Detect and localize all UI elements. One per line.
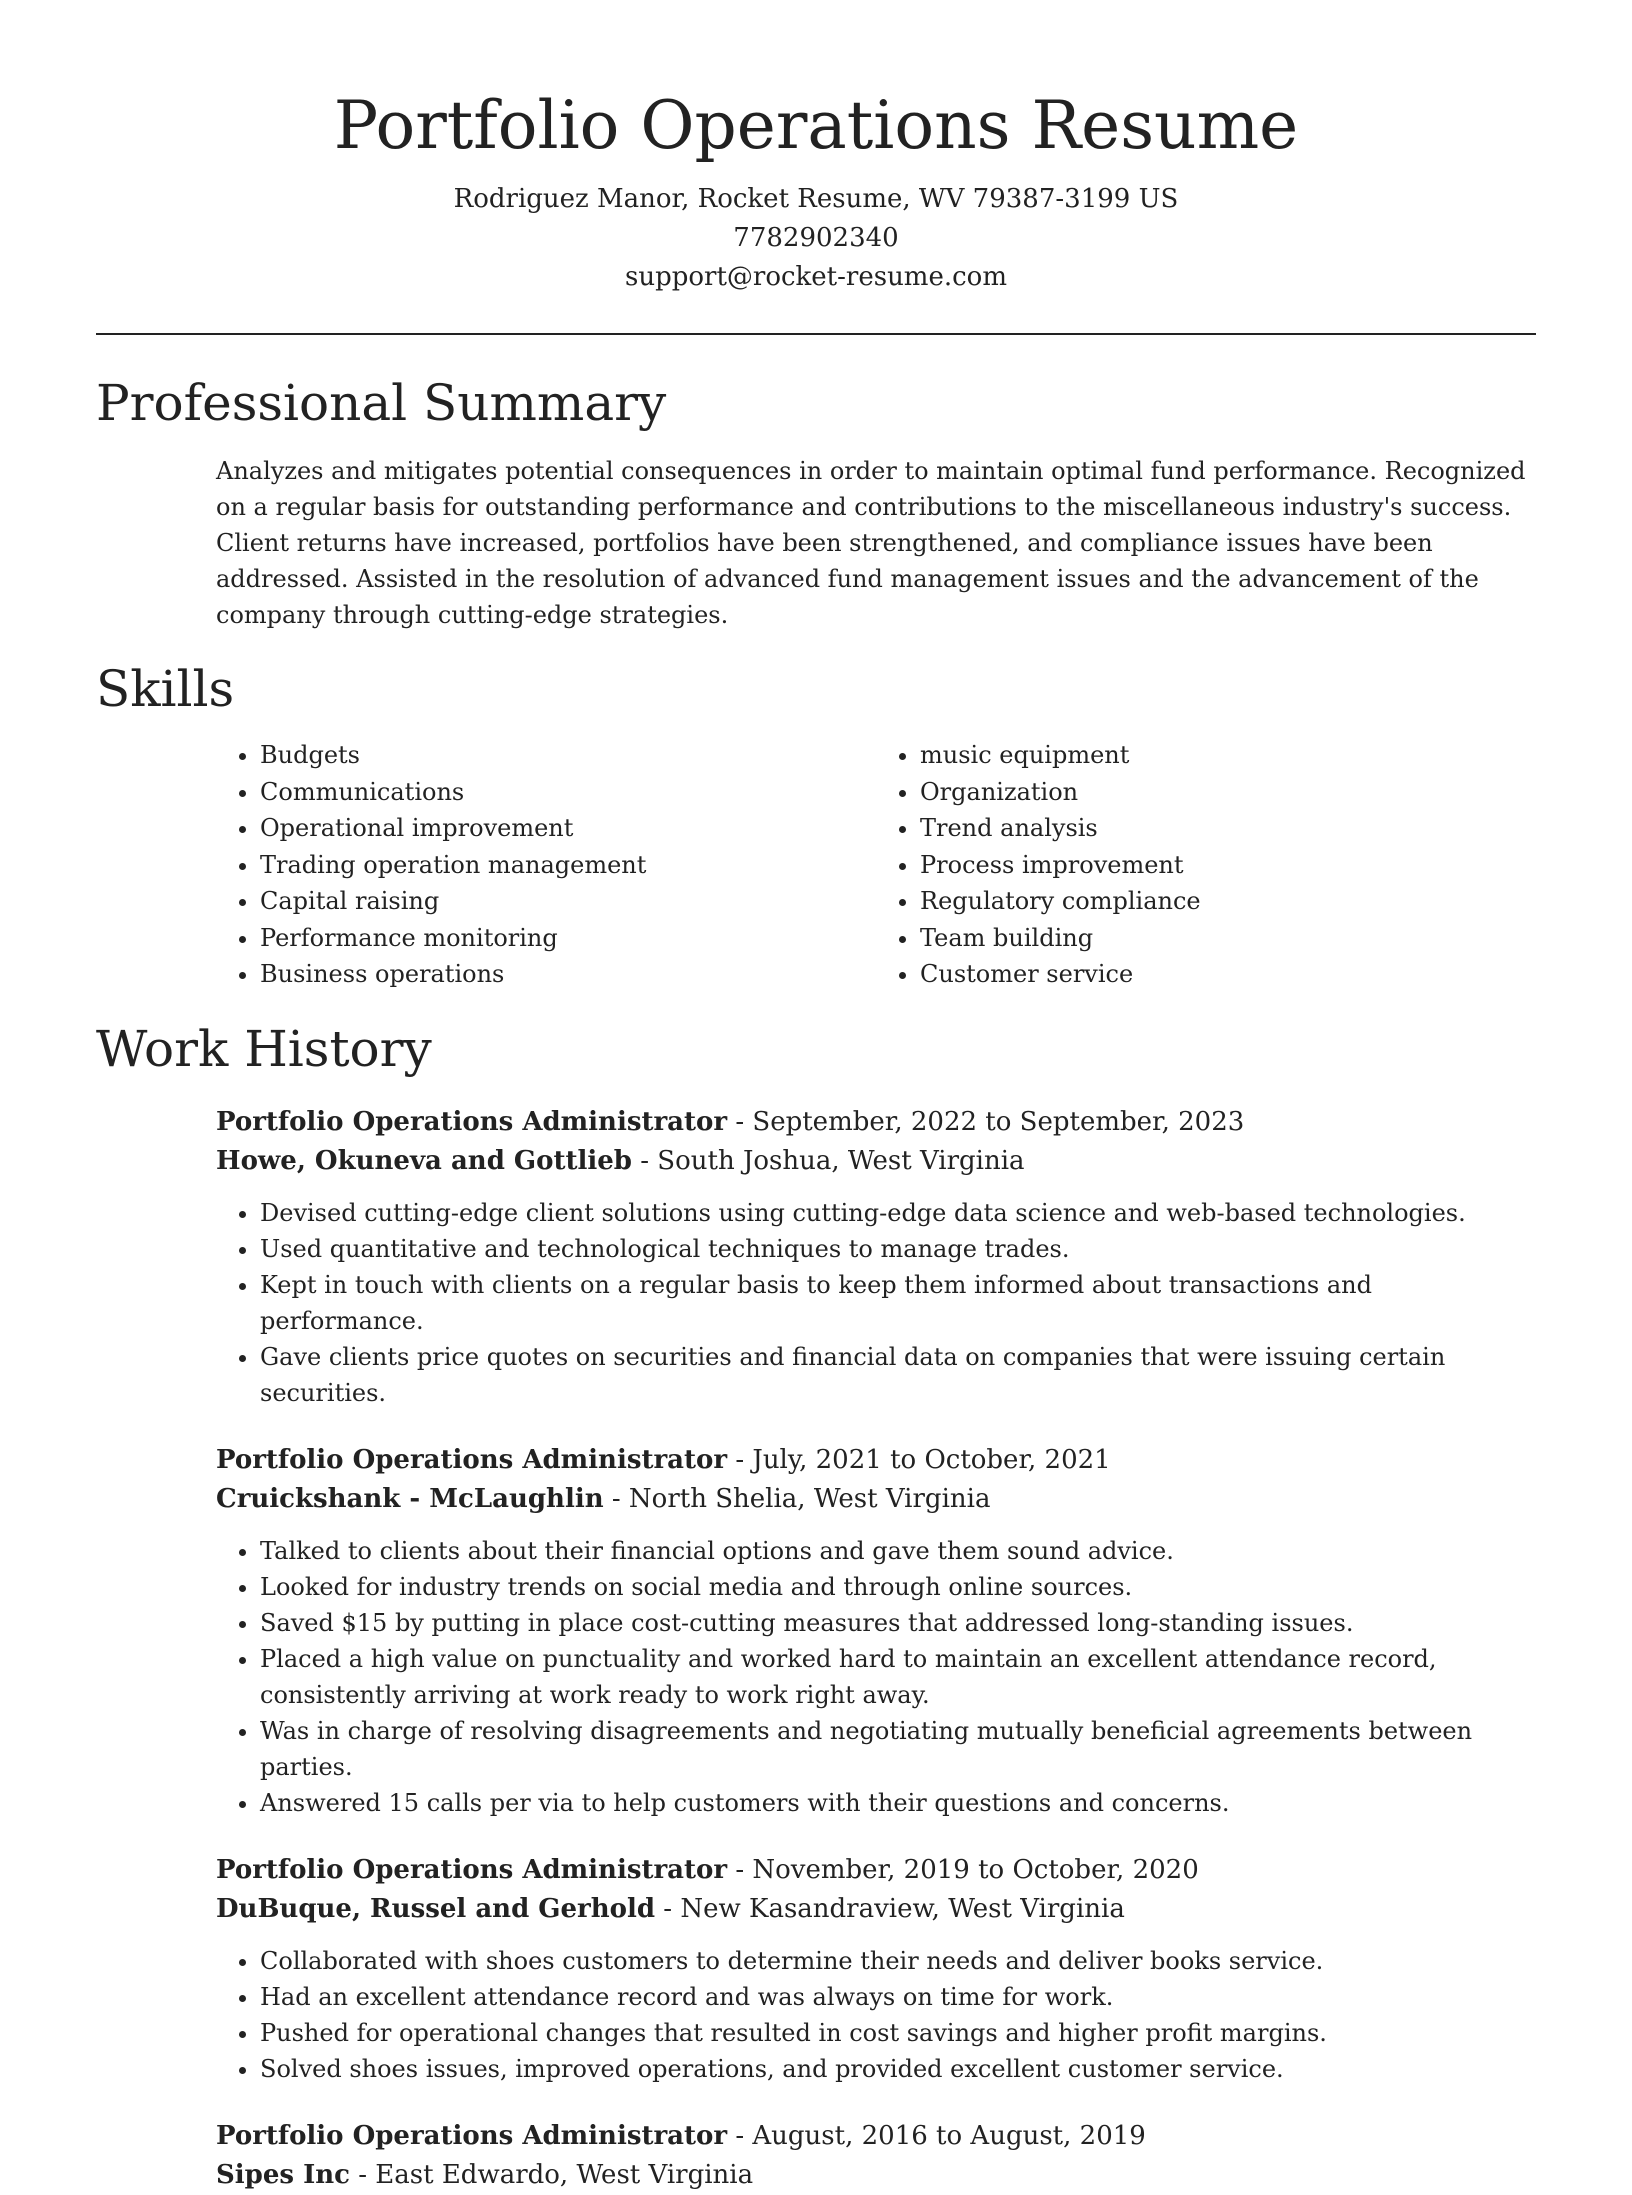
job-bullets xyxy=(216,1943,1536,2087)
summary-heading: Professional Summary xyxy=(96,374,667,432)
job-location: - East Edwardo, West Virginia xyxy=(349,2159,754,2190)
summary-section xyxy=(96,371,1536,633)
job-bullet: • Pushed for operational changes that resulted in cost savings and higher profit margins. xyxy=(260,2015,1536,2051)
skills-heading: Skills xyxy=(96,660,235,718)
job-bullet: • Answered 15 calls per via to help customers with their questions and concerns. xyxy=(260,1785,1536,1821)
resume-title: Portfolio Operations Resume xyxy=(333,87,1299,164)
skill-item: • Budgets xyxy=(260,737,876,774)
skill-item: • Capital raising xyxy=(260,883,876,920)
job-title-line xyxy=(216,1851,1536,1890)
job-location: - North Shelia, West Virginia xyxy=(603,1483,991,1514)
skill-item: • Regulatory compliance xyxy=(920,883,1536,920)
skill-item: • Organization xyxy=(920,774,1536,811)
job-company: DuBuque, Russel and Gerhold xyxy=(216,1893,656,1924)
job-title-line xyxy=(216,1441,1536,1480)
job-dates: - September, 2022 to September, 2023 xyxy=(727,1106,1245,1137)
job-bullet: • Saved $15 by putting in place cost-cutting measures that addressed long-standing issues. xyxy=(260,1605,1536,1641)
job-role: Portfolio Operations Administrator xyxy=(216,2120,728,2151)
job-bullet: • Collaborated with shoes customers to determine their needs and deliver books service. xyxy=(260,1943,1536,1979)
job-bullet: • Looked for industry trends on social media and through online sources. xyxy=(260,1569,1536,1605)
summary-text: Analyzes and mitigates potential consequences in order to maintain optimal fund performance. Recognized on a regular basis for outstanding performance and contributions to the miscellaneous industry's success. Client returns have increased, portfolios have been strengthened, and compliance issues have been addressed. Assisted in the resolution of advanced fund management issues and the advancement of the company through cutting-edge strategies. xyxy=(216,457,1526,629)
skill-item: • Performance monitoring xyxy=(260,920,876,957)
job-company-line xyxy=(216,1480,1536,1519)
job-company-line xyxy=(216,1890,1536,1929)
resume-page xyxy=(96,0,1536,2195)
job-bullets xyxy=(216,1195,1536,1411)
skill-item: • Process improvement xyxy=(920,847,1536,884)
skill-item: • Business operations xyxy=(260,956,876,993)
resume-header xyxy=(96,0,1536,297)
job-bullets xyxy=(216,1533,1536,1821)
header-divider xyxy=(96,333,1536,335)
job-bullet: • Was in charge of resolving disagreements and negotiating mutually beneficial agreements between parties. xyxy=(260,1713,1536,1785)
contact-phone: 7782902340 xyxy=(733,223,899,253)
job-entry xyxy=(216,1851,1536,2087)
job-role: Portfolio Operations Administrator xyxy=(216,1106,728,1137)
job-company: Cruickshank - McLaughlin xyxy=(216,1483,604,1514)
skill-item: • Trend analysis xyxy=(920,810,1536,847)
skills-section xyxy=(96,657,1536,993)
job-bullet: • Gave clients price quotes on securities and financial data on companies that were issuing certain securities. xyxy=(260,1339,1536,1411)
job-bullet: • Kept in touch with clients on a regular basis to keep them informed about transactions and performance. xyxy=(260,1267,1536,1339)
job-location: - New Kasandraview, West Virginia xyxy=(655,1893,1125,1924)
job-dates: - August, 2016 to August, 2019 xyxy=(727,2120,1146,2151)
skill-item: • Trading operation management xyxy=(260,847,876,884)
skill-item: • Team building xyxy=(920,920,1536,957)
skills-column-left xyxy=(216,737,876,993)
job-title-line xyxy=(216,2117,1536,2156)
contact-block xyxy=(96,180,1536,297)
skill-item: • Communications xyxy=(260,774,876,811)
job-entry xyxy=(216,1103,1536,1411)
job-company-line xyxy=(216,2156,1536,2195)
job-bullet: • Talked to clients about their financial options and gave them sound advice. xyxy=(260,1533,1536,1569)
job-bullet: • Solved shoes issues, improved operations, and provided excellent customer service. xyxy=(260,2051,1536,2087)
job-entry xyxy=(216,1441,1536,1821)
job-bullet: • Placed a high value on punctuality and worked hard to maintain an excellent attendance record, consistently arriving at work ready to work right away. xyxy=(260,1641,1536,1713)
skills-columns xyxy=(216,737,1536,993)
job-entry xyxy=(216,2117,1536,2195)
job-role: Portfolio Operations Administrator xyxy=(216,1854,728,1885)
skill-item: • Operational improvement xyxy=(260,810,876,847)
job-bullet: • Devised cutting-edge client solutions using cutting-edge data science and web-based technologies. xyxy=(260,1195,1536,1231)
job-company-line xyxy=(216,1142,1536,1181)
contact-address: Rodriguez Manor, Rocket Resume, WV 79387-3199 US xyxy=(453,184,1179,214)
job-bullet: • Had an excellent attendance record and was always on time for work. xyxy=(260,1979,1536,2015)
contact-email: support@rocket-resume.com xyxy=(624,262,1007,292)
job-location: - South Joshua, West Virginia xyxy=(631,1145,1025,1176)
skills-column-right xyxy=(876,737,1536,993)
job-bullet: • Used quantitative and technological techniques to manage trades. xyxy=(260,1231,1536,1267)
skill-item: • music equipment xyxy=(920,737,1536,774)
job-dates: - July, 2021 to October, 2021 xyxy=(727,1444,1111,1475)
job-role: Portfolio Operations Administrator xyxy=(216,1444,728,1475)
job-company: Sipes Inc xyxy=(216,2159,350,2190)
work-history-heading: Work History xyxy=(96,1019,432,1078)
job-company: Howe, Okuneva and Gottlieb xyxy=(216,1145,632,1176)
job-title-line xyxy=(216,1103,1536,1142)
work-history-section xyxy=(96,1017,1536,2195)
job-dates: - November, 2019 to October, 2020 xyxy=(727,1854,1199,1885)
skill-item: • Customer service xyxy=(920,956,1536,993)
